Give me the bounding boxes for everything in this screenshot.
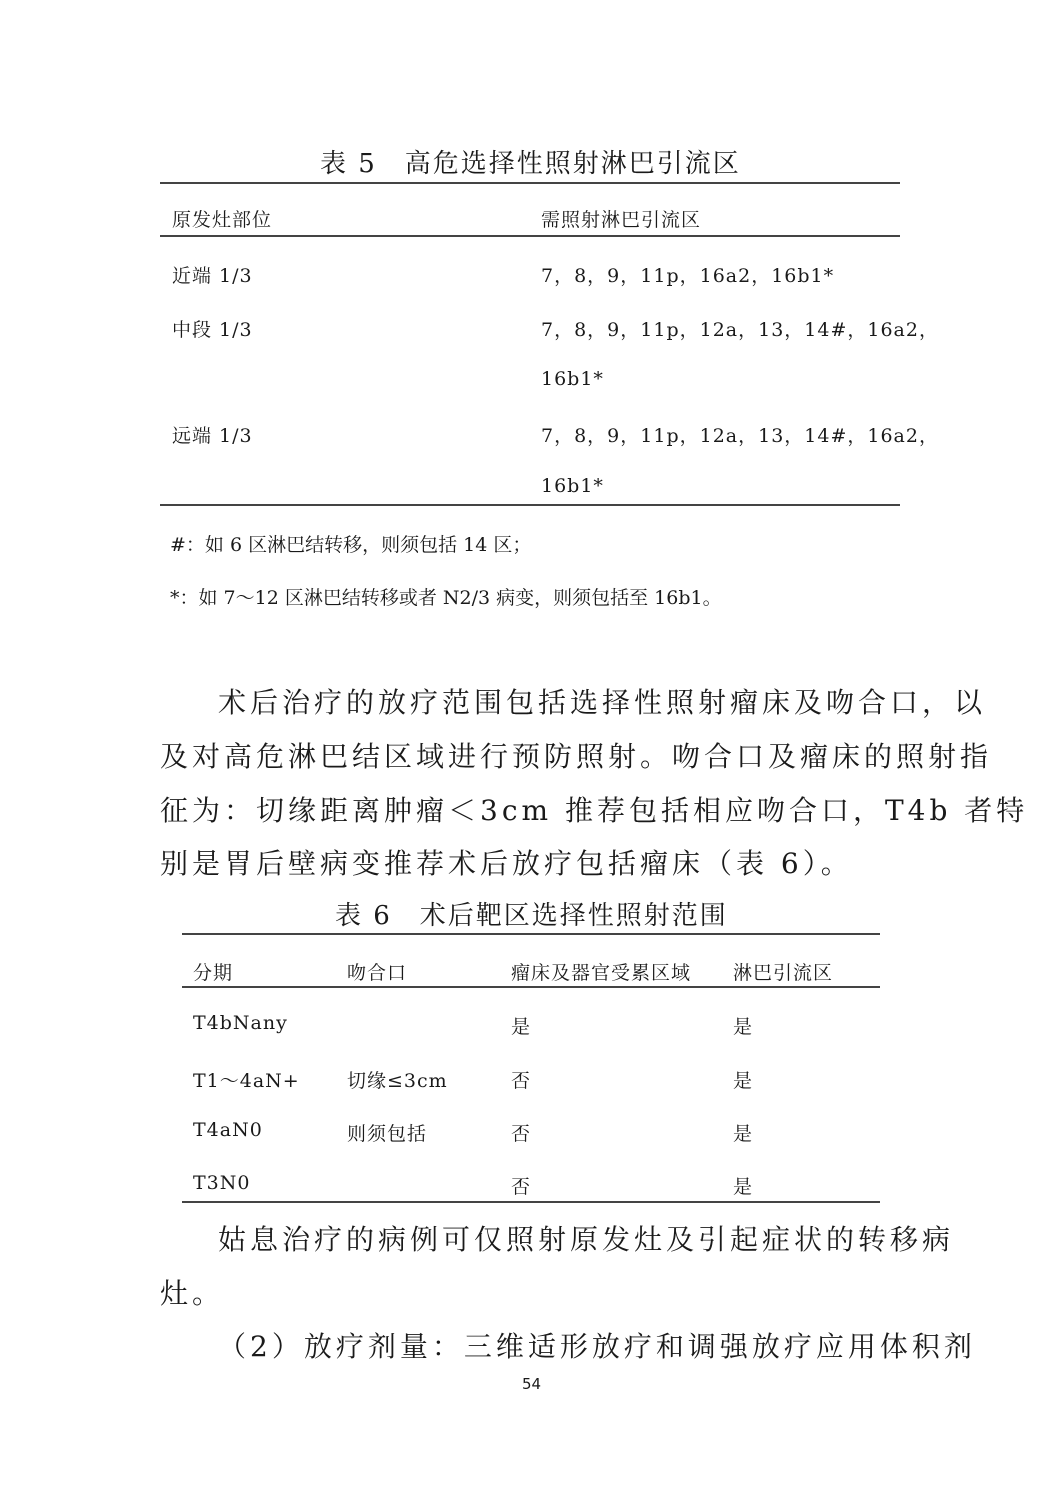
paragraph-line: 及对高危淋巴结区域进行预防照射。吻合口及瘤床的照射指 xyxy=(160,740,993,773)
table6-tumor-bed-cell: 否 xyxy=(511,1070,532,1092)
table6-header-stage: 分期 xyxy=(193,962,234,984)
table6-lymph-cell: 是 xyxy=(733,1016,754,1038)
table5-header-rule xyxy=(160,235,900,237)
table6-stage-cell: T4aN0 xyxy=(193,1119,263,1141)
table6-header-anastomosis: 吻合口 xyxy=(347,962,408,984)
table5-header-site: 原发灶部位 xyxy=(172,209,273,231)
table6-lymph-cell: 是 xyxy=(733,1123,754,1145)
table6-anastomosis-cell: 切缘≤3cm xyxy=(347,1070,448,1092)
table6-anastomosis-cell: 则须包括 xyxy=(347,1123,428,1145)
table6-stage-cell: T4bNany xyxy=(193,1012,288,1034)
table5-site-cell: 远端 1/3 xyxy=(172,425,253,447)
table5-lymph-cell: 7，8，9，11p，12a，13，14#，16a2， xyxy=(541,425,939,447)
paragraph-line: 别是胃后壁病变推荐术后放疗包括瘤床（表 6）。 xyxy=(160,847,853,880)
table6-stage-cell: T3N0 xyxy=(193,1172,251,1194)
table6-header-lymph: 淋巴引流区 xyxy=(733,962,834,984)
table5-site-cell: 中段 1/3 xyxy=(172,319,253,341)
paragraph-line: 术后治疗的放疗范围包括选择性照射瘤床及吻合口，以 xyxy=(218,686,987,719)
table6-bottom-rule xyxy=(182,1201,880,1203)
table5-site-cell: 近端 1/3 xyxy=(172,265,253,287)
table5-lymph-cell: 7，8，9，11p，12a，13，14#，16a2， xyxy=(541,319,939,341)
table6-tumor-bed-cell: 否 xyxy=(511,1123,532,1145)
table5-note-hash: #：如 6 区淋巴结转移，则须包括 14 区； xyxy=(170,534,532,556)
table5-lymph-cell-cont: 16b1* xyxy=(541,368,604,390)
paragraph-line: （2）放疗剂量：三维适形放疗和调强放疗应用体积剂 xyxy=(218,1330,976,1363)
table6-caption: 表 6 术后靶区选择性照射范围 xyxy=(335,901,728,931)
paragraph-line: 灶。 xyxy=(160,1277,225,1310)
table6-lymph-cell: 是 xyxy=(733,1176,754,1198)
table5-lymph-cell: 7，8，9，11p，16a2，16b1* xyxy=(541,265,835,287)
table6-header-tumor-bed: 瘤床及器官受累区域 xyxy=(511,962,692,984)
table6-stage-cell: T1～4aN+ xyxy=(193,1070,300,1092)
table6-tumor-bed-cell: 是 xyxy=(511,1016,532,1038)
table5-note-star: *：如 7～12 区淋巴结转移或者 N2/3 病变，则须包括至 16b1。 xyxy=(170,587,722,609)
table6-lymph-cell: 是 xyxy=(733,1070,754,1092)
table5-header-lymph: 需照射淋巴引流区 xyxy=(541,209,702,231)
table5-top-rule xyxy=(160,182,900,184)
page-number: 54 xyxy=(522,1375,542,1393)
table6-tumor-bed-cell: 否 xyxy=(511,1176,532,1198)
table5-caption: 表 5 高危选择性照射淋巴引流区 xyxy=(320,149,741,179)
table5-bottom-rule xyxy=(160,504,900,506)
table5-lymph-cell-cont: 16b1* xyxy=(541,475,604,497)
table6-header-rule xyxy=(182,986,880,988)
table6-top-rule xyxy=(182,933,880,935)
paragraph-line: 征为：切缘距离肿瘤＜3cm 推荐包括相应吻合口，T4b 者特 xyxy=(160,794,1029,827)
paragraph-line: 姑息治疗的病例可仅照射原发灶及引起症状的转移病 xyxy=(218,1223,955,1256)
